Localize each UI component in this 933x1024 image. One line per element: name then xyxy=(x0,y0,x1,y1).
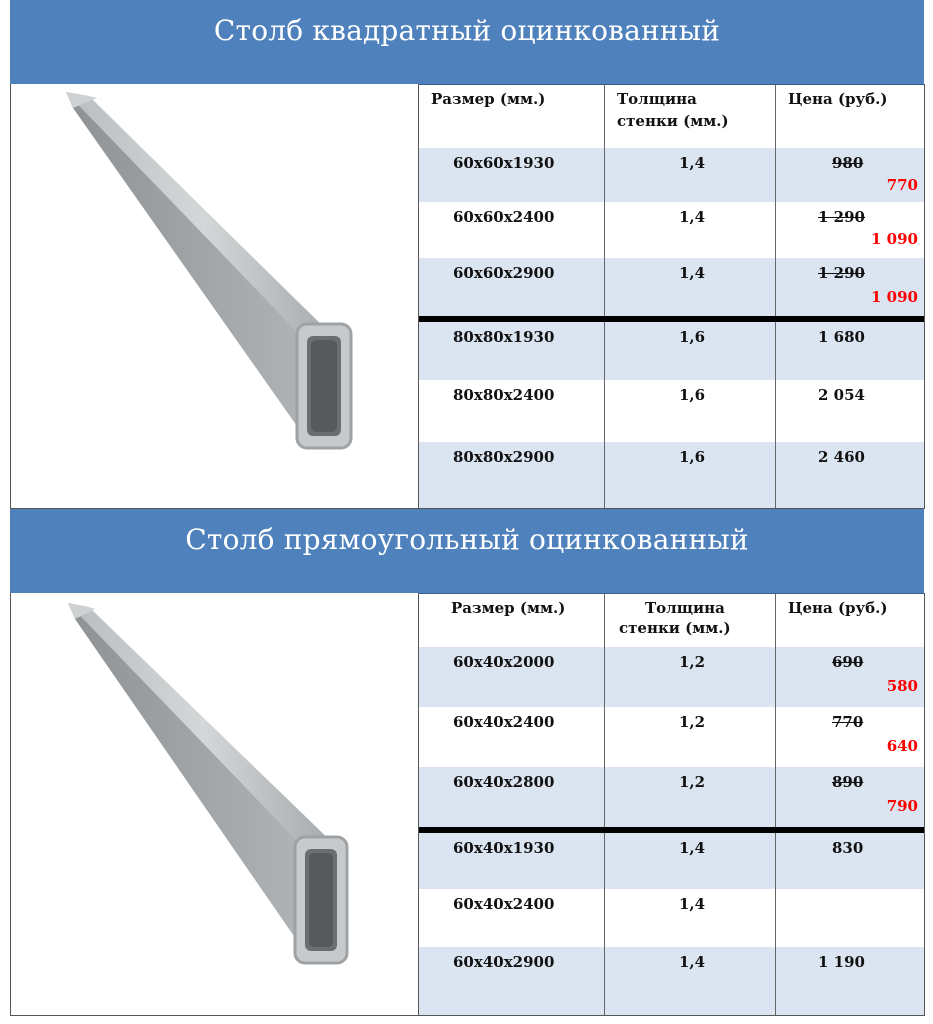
table-row xyxy=(419,322,924,380)
row-thickness: 1,6 xyxy=(679,386,706,404)
new-price: 790 xyxy=(886,797,918,815)
row-size: 80х80х1930 xyxy=(453,328,555,346)
row-size: 60х60х2400 xyxy=(453,208,555,226)
section-banner xyxy=(10,0,924,85)
row-price: 2 054 xyxy=(818,386,865,404)
new-price: 1 090 xyxy=(871,288,918,306)
section-rectangular-post xyxy=(10,509,924,1016)
table-row xyxy=(419,202,924,258)
row-thickness: 1,6 xyxy=(679,448,706,466)
section-body xyxy=(10,84,925,509)
table-header-row xyxy=(419,84,924,148)
price-table xyxy=(419,84,924,508)
row-size: 60х60х2900 xyxy=(453,264,555,282)
row-price: 830 xyxy=(832,839,864,857)
row-thickness: 1,2 xyxy=(679,773,706,791)
section-title: Столб прямоугольный оцинкованный xyxy=(185,523,749,556)
rectangular-post-image xyxy=(11,593,419,1015)
header-thickness-line2: стенки (мм.) xyxy=(619,619,731,637)
row-price: 2 460 xyxy=(818,448,865,466)
column-divider xyxy=(775,84,776,148)
row-size: 60х40х2800 xyxy=(453,773,555,791)
table-row xyxy=(419,767,924,829)
row-size: 60х40х2400 xyxy=(453,713,555,731)
header-thickness-line1: Толщина xyxy=(645,599,725,617)
column-divider xyxy=(604,84,605,148)
table-row xyxy=(419,889,924,947)
table-row xyxy=(419,947,924,1015)
header-price: Цена (руб.) xyxy=(788,599,888,617)
square-pipe-illustration xyxy=(11,84,417,508)
old-price: 980 xyxy=(832,154,864,172)
header-thickness-line2: стенки (мм.) xyxy=(617,112,729,130)
row-size: 60х40х2400 xyxy=(453,895,555,913)
table-row xyxy=(419,148,924,202)
rectangular-pipe-illustration xyxy=(11,593,417,1015)
old-price: 690 xyxy=(832,653,864,671)
old-price: 770 xyxy=(832,713,864,731)
square-post-image xyxy=(11,84,419,508)
table-row xyxy=(419,647,924,707)
row-size: 60х60х1930 xyxy=(453,154,555,172)
row-thickness: 1,4 xyxy=(679,154,706,172)
new-price: 770 xyxy=(886,176,918,194)
new-price: 1 090 xyxy=(871,230,918,248)
row-size: 60х40х2000 xyxy=(453,653,555,671)
row-size: 60х40х1930 xyxy=(453,839,555,857)
old-price: 890 xyxy=(832,773,864,791)
new-price: 640 xyxy=(886,737,918,755)
section-body xyxy=(10,593,925,1016)
row-price: 1 680 xyxy=(818,328,865,346)
header-thickness-line1: Толщина xyxy=(617,90,697,108)
header-size: Размер (мм.) xyxy=(451,599,566,617)
table-header-row xyxy=(419,593,924,647)
row-size: 80х80х2900 xyxy=(453,448,555,466)
row-thickness: 1,6 xyxy=(679,328,706,346)
row-thickness: 1,2 xyxy=(679,653,706,671)
table-row xyxy=(419,258,924,318)
row-thickness: 1,4 xyxy=(679,953,706,971)
table-row xyxy=(419,442,924,508)
table-row xyxy=(419,833,924,889)
old-price: 1 290 xyxy=(818,208,865,226)
row-size: 80х80х2400 xyxy=(453,386,555,404)
price-table xyxy=(419,593,924,1015)
table-row xyxy=(419,707,924,767)
header-size: Размер (мм.) xyxy=(431,90,546,108)
row-thickness: 1,4 xyxy=(679,264,706,282)
header-price: Цена (руб.) xyxy=(788,90,888,108)
row-thickness: 1,4 xyxy=(679,895,706,913)
section-title: Столб квадратный оцинкованный xyxy=(213,14,721,47)
new-price: 580 xyxy=(886,677,918,695)
table-row xyxy=(419,380,924,442)
row-price: 1 190 xyxy=(818,953,865,971)
row-thickness: 1,4 xyxy=(679,839,706,857)
row-thickness: 1,2 xyxy=(679,713,706,731)
old-price: 1 290 xyxy=(818,264,865,282)
row-size: 60х40х2900 xyxy=(453,953,555,971)
row-thickness: 1,4 xyxy=(679,208,706,226)
section-banner xyxy=(10,509,924,594)
section-square-post xyxy=(10,0,924,509)
